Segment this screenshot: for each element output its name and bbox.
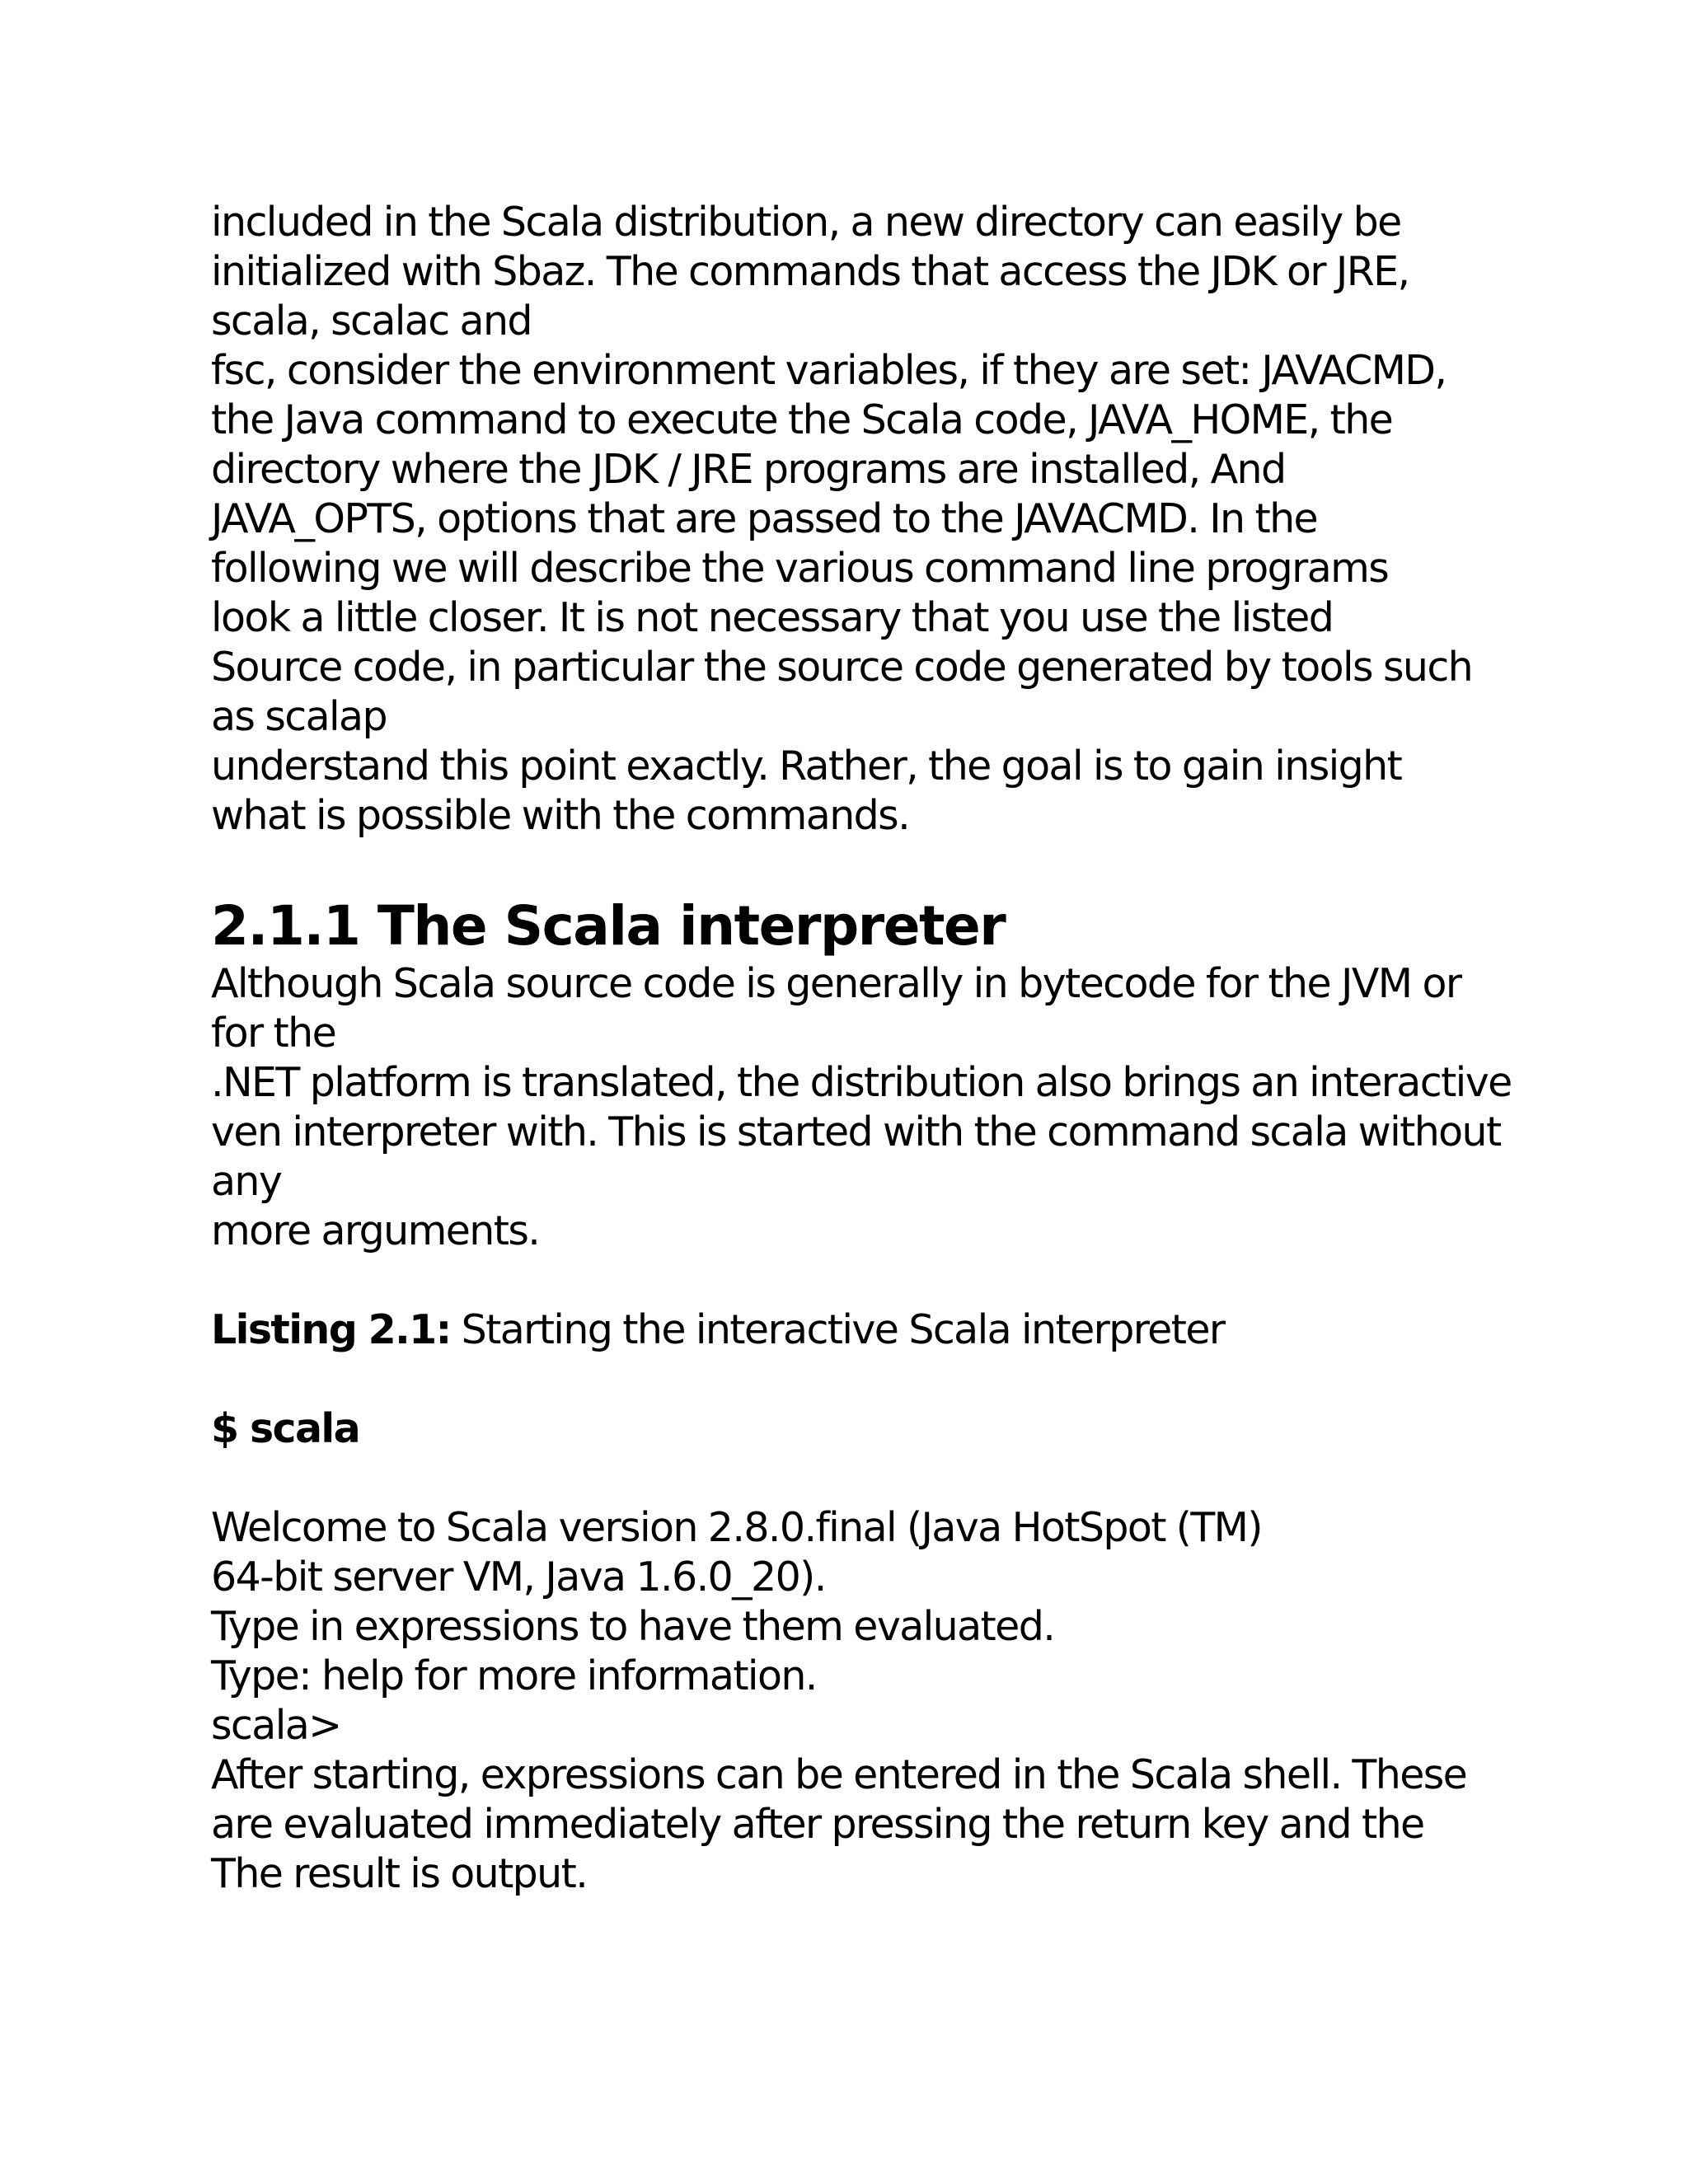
intro-line: directory where the JDK / JRE programs are installed, And [211, 446, 1286, 493]
closing-line: After starting, expressions can be entered in the Scala shell. These [211, 1751, 1467, 1798]
listing-caption-text: Starting the interactive Scala interpreter [450, 1306, 1225, 1353]
spacer [211, 1454, 1497, 1503]
intro-line: included in the Scala distribution, a new directory can easily be [211, 199, 1401, 246]
output-line: Type: help for more information. [211, 1652, 817, 1699]
spacer [211, 1355, 1497, 1404]
intro-line: look a little closer. It is not necessary that you use the listed [211, 594, 1334, 641]
intro-line: understand this point exactly. Rather, the goal is to gain insight [211, 743, 1402, 790]
section-line: ven interpreter with. This is started with the command scala without [211, 1108, 1501, 1155]
intro-line: as scalap [211, 693, 387, 740]
interpreter-output [211, 1503, 1497, 1750]
closing-line: The result is output. [211, 1850, 588, 1897]
intro-line: fsc, consider the environment variables, if they are set: JAVACMD, [211, 347, 1447, 394]
section-paragraph [211, 959, 1512, 1256]
page-content [211, 198, 1512, 1899]
section-line: Although Scala source code is generally in bytecode for the JVM or [211, 960, 1461, 1007]
section-line: any [211, 1158, 282, 1205]
intro-line: following we will describe the various command line programs [211, 545, 1389, 592]
intro-line: JAVA_OPTS, options that are passed to the JAVACMD. In the [211, 495, 1318, 542]
closing-paragraph [211, 1750, 1497, 1899]
intro-line: initialized with Sbaz. The commands that access the JDK or JRE, [211, 248, 1409, 295]
intro-line: the Java command to execute the Scala code, JAVA_HOME, the [211, 396, 1393, 443]
output-line: 64-bit server VM, Java 1.6.0_20). [211, 1554, 826, 1601]
closing-line: are evaluated immediately after pressing the return key and the [211, 1801, 1424, 1848]
section-line: more arguments. [211, 1207, 540, 1254]
listing-label: Listing 2.1: [211, 1306, 451, 1353]
intro-paragraph [211, 198, 1497, 841]
section-heading: 2.1.1 The Scala interpreter [211, 894, 1006, 958]
intro-line: Source code, in particular the source code generated by tools such [211, 644, 1473, 691]
listing-caption [211, 1305, 1497, 1355]
output-line: scala> [211, 1702, 341, 1749]
spacer [211, 1256, 1497, 1305]
intro-line: what is possible with the commands. [211, 792, 910, 839]
output-line: Type in expressions to have them evaluated. [211, 1603, 1055, 1650]
spacer [211, 841, 1497, 893]
intro-line: scala, scalac and [211, 298, 532, 344]
command-line: $ scala [211, 1405, 360, 1452]
output-line: Welcome to Scala version 2.8.0.final (Java HotSpot (TM) [211, 1504, 1262, 1551]
section-line: .NET platform is translated, the distribution also brings an interactive [211, 1059, 1512, 1106]
section-line: for the [211, 1010, 336, 1057]
